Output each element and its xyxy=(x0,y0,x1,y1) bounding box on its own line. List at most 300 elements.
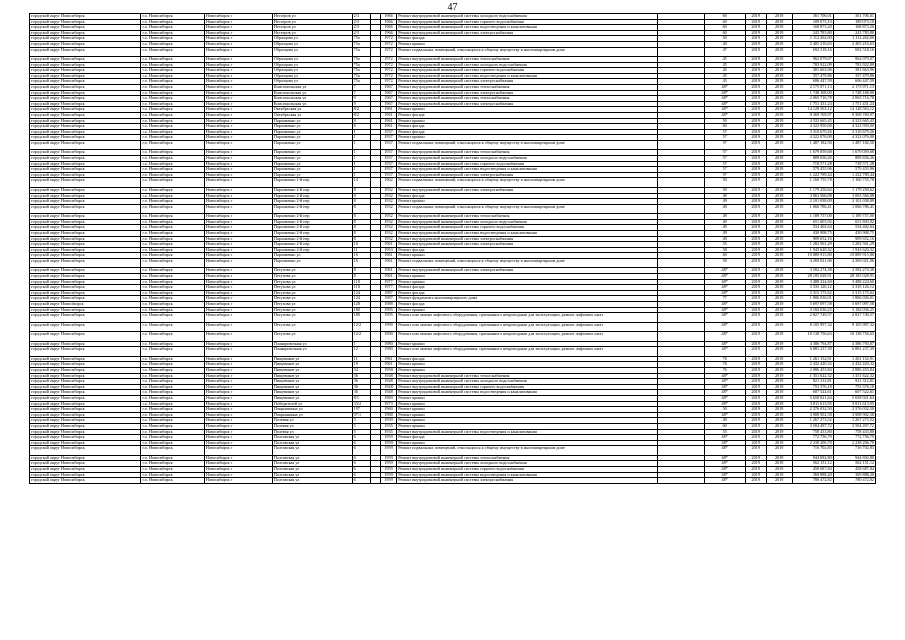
wear-cell: 48* xyxy=(704,347,745,357)
total-cost-cell: 458 687,84 xyxy=(833,467,875,473)
cost-cell: 909 652,16 xyxy=(792,236,833,242)
cost-cell: 8 105 997,32 xyxy=(792,322,833,332)
end-year-cell: 2019 xyxy=(766,135,792,141)
house-cell: 1 xyxy=(352,167,371,173)
start-year-cell: 2019 xyxy=(745,274,766,280)
district-cell: городской округ Новосибирск xyxy=(30,101,141,107)
district-cell: городской округ Новосибирск xyxy=(30,322,141,332)
year-built-cell: 1959 xyxy=(380,446,396,456)
street-cell: Пищевиков ул xyxy=(272,373,352,379)
total-cost-cell: 1 189 757,00 xyxy=(833,214,875,220)
work-type-cell: Ремонт внутридомовой инженерной системы горячего водоснабжения xyxy=(397,225,657,231)
start-year-cell: 2019 xyxy=(745,161,766,167)
year-built-cell: 1959 xyxy=(380,478,396,484)
end-year-cell: 2019 xyxy=(766,219,792,225)
city-cell: г.о. Новосибирск xyxy=(141,68,204,74)
year-built-cell: 1995 xyxy=(380,307,396,313)
total-cost-cell: 2 405 216,63 xyxy=(833,41,875,47)
work-type-cell: Ремонт внутридомовой инженерной системы холодного водоснабжения xyxy=(397,219,657,225)
wear-cell: 49 xyxy=(704,219,745,225)
district-cell: городской округ Новосибирск xyxy=(30,467,141,473)
start-year-cell: 2019 xyxy=(745,435,766,441)
settlement-cell: Новосибирск г xyxy=(204,199,272,205)
settlement-cell: Новосибирск г xyxy=(204,96,272,102)
start-year-cell: 2019 xyxy=(745,30,766,36)
wear-cell: 48* xyxy=(704,373,745,379)
street-cell: Октябрьская ул xyxy=(272,113,352,119)
wear-cell: 48* xyxy=(704,440,745,446)
cost-cell: 562 151,12 xyxy=(792,461,833,467)
end-year-cell: 2019 xyxy=(766,279,792,285)
street-cell: Пархоменко 2-й пер xyxy=(272,214,352,220)
city-cell: г.о. Новосибирск xyxy=(141,219,204,225)
start-year-cell: 2019 xyxy=(745,231,766,237)
settlement-cell: Новосибирск г xyxy=(204,36,272,42)
house-cell: 8 xyxy=(352,219,371,225)
year-built-cell: 1948 xyxy=(380,384,396,390)
street-cell: Комсомольская ул xyxy=(272,101,352,107)
work-type-cell: Ремонт фасада xyxy=(397,302,657,308)
street-cell: Пархоменко 2-й пер xyxy=(272,219,352,225)
total-cost-cell: 3 335 126,12 xyxy=(833,285,875,291)
wear-cell: 49 xyxy=(704,193,745,199)
house-cell: 180 xyxy=(352,307,371,313)
cost-cell: 28 185 028,91 xyxy=(792,274,833,280)
city-cell: г.о. Новосибирск xyxy=(141,118,204,124)
start-year-cell: 2019 xyxy=(745,395,766,401)
year-built-cell: 1959 xyxy=(380,440,396,446)
year-built-cell: 1961 xyxy=(380,124,396,130)
total-cost-cell: 19 889 915,80 xyxy=(833,253,875,259)
cost-cell: 3 908 902,58 xyxy=(792,412,833,418)
wear-cell: 40 xyxy=(704,41,745,47)
total-cost-cell: 716 702,83 xyxy=(833,446,875,456)
end-year-cell: 2019 xyxy=(766,290,792,296)
house-cell: 2/3 xyxy=(352,14,371,20)
settlement-cell: Новосибирск г xyxy=(204,467,272,473)
total-cost-cell: 8 105 997,32 xyxy=(833,322,875,332)
cost-cell: 4 322 950,00 xyxy=(792,124,833,130)
city-cell: г.о. Новосибирск xyxy=(141,129,204,135)
street-cell: Пархоменко ул xyxy=(272,150,352,156)
wear-cell: 58 xyxy=(704,258,745,268)
house-cell: 2/3 xyxy=(352,30,371,36)
start-year-cell: 2019 xyxy=(745,193,766,199)
start-year-cell: 2019 xyxy=(745,307,766,313)
wear-cell: 48* xyxy=(704,107,745,113)
settlement-cell: Новосибирск г xyxy=(204,247,272,253)
city-cell: г.о. Новосибирск xyxy=(141,242,204,248)
start-year-cell: 2019 xyxy=(745,25,766,31)
start-year-cell: 2019 xyxy=(745,156,766,162)
year-built-cell: 1932 xyxy=(380,231,396,237)
house-cell: 1 xyxy=(352,172,371,178)
start-year-cell: 2019 xyxy=(745,167,766,173)
start-year-cell: 2019 xyxy=(745,384,766,390)
district-cell: городской округ Новосибирск xyxy=(30,296,141,302)
cost-cell: 2 376 032,50 xyxy=(792,407,833,413)
district-cell: городской округ Новосибирск xyxy=(30,356,141,362)
city-cell: г.о. Новосибирск xyxy=(141,41,204,47)
wear-cell: 49 xyxy=(704,214,745,220)
total-cost-cell: 1 282 561,29 xyxy=(833,242,875,248)
street-cell: Образцова ул xyxy=(272,47,352,57)
street-cell: Пархоменко 2-й пер xyxy=(272,204,352,214)
district-cell: городской округ Новосибирск xyxy=(30,178,141,188)
house-cell: 8 xyxy=(352,187,371,193)
wear-cell: 50 xyxy=(704,187,745,193)
city-cell: г.о. Новосибирск xyxy=(141,156,204,162)
city-cell: г.о. Новосибирск xyxy=(141,150,204,156)
year-built-cell: 1948 xyxy=(380,390,396,396)
year-built-cell: 1932 xyxy=(380,193,396,199)
work-type-cell: Ремонт внутридомовой инженерной системы водоотведения и канализования xyxy=(397,472,657,478)
end-year-cell: 2019 xyxy=(766,429,792,435)
street-cell: Комсомольская ул xyxy=(272,96,352,102)
house-cell: 8 xyxy=(352,274,371,280)
cost-cell: 4 269 021,06 xyxy=(792,258,833,268)
street-cell: Полтавская ул xyxy=(272,467,352,473)
end-year-cell: 2019 xyxy=(766,118,792,124)
city-cell: г.о. Новосибирск xyxy=(141,472,204,478)
work-type-cell: Ремонт крыши xyxy=(397,395,657,401)
year-built-cell: 1966 xyxy=(380,25,396,31)
house-cell: 1 xyxy=(352,161,371,167)
start-year-cell: 2019 xyxy=(745,204,766,214)
total-cost-cell: 753 376,18 xyxy=(833,384,875,390)
settlement-cell: Новосибирск г xyxy=(204,268,272,274)
end-year-cell: 2019 xyxy=(766,418,792,424)
year-built-cell: 1961 xyxy=(380,274,396,280)
cost-cell: 2 086 453,84 xyxy=(792,368,833,374)
settlement-cell: Новосибирск г xyxy=(204,135,272,141)
end-year-cell: 2019 xyxy=(766,113,792,119)
year-built-cell: 1988 xyxy=(380,412,396,418)
work-type-cell: Ремонт внутридомовой инженерной системы электроснабжения xyxy=(397,172,657,178)
work-type-cell: Ремонт или замена лифтового оборудования, признанного непригодным для эксплуатации, ремонт лифтовых шахт xyxy=(397,347,657,357)
start-year-cell: 2019 xyxy=(745,296,766,302)
year-built-cell: 1932 xyxy=(380,219,396,225)
start-year-cell: 2019 xyxy=(745,247,766,253)
start-year-cell: 2019 xyxy=(745,62,766,68)
wear-cell: 47 xyxy=(704,47,745,57)
street-cell: Полтавская ул xyxy=(272,440,352,446)
end-year-cell: 2019 xyxy=(766,236,792,242)
cost-cell: 3 315 175,62 xyxy=(792,290,833,296)
work-type-cell: Ремонт внутридомовой инженерной системы электроснабжения xyxy=(397,187,657,193)
year-built-cell: 1935 xyxy=(380,429,396,435)
house-cell: 75а xyxy=(352,79,371,85)
house-cell: 124 xyxy=(352,296,371,302)
year-built-cell: 1972 xyxy=(380,36,396,42)
cost-cell: 1 943 620,32 xyxy=(792,247,833,253)
work-type-cell: Ремонт внутридомовой инженерной системы водоотведения и канализования xyxy=(397,73,657,79)
city-cell: г.о. Новосибирск xyxy=(141,401,204,407)
settlement-cell: Новосибирск г xyxy=(204,172,272,178)
year-built-cell: 1958 xyxy=(380,368,396,374)
settlement-cell: Новосибирск г xyxy=(204,322,272,332)
settlement-cell: Новосибирск г xyxy=(204,455,272,461)
work-type-cell: Ремонт или замена лифтового оборудования, признанного непригодным для эксплуатации, ремонт лифтовых шахт xyxy=(397,332,657,342)
district-cell: городской округ Новосибирск xyxy=(30,187,141,193)
street-cell: Полевая ул xyxy=(272,423,352,429)
wear-cell: 76 xyxy=(704,356,745,362)
note-cell xyxy=(657,140,704,150)
total-cost-cell: 1 267 273,52 xyxy=(833,418,875,424)
year-built-cell: 1959 xyxy=(380,467,396,473)
settlement-cell: Новосибирск г xyxy=(204,478,272,484)
start-year-cell: 2019 xyxy=(745,214,766,220)
district-cell: городской округ Новосибирск xyxy=(30,236,141,242)
total-cost-cell: 361 706,01 xyxy=(833,14,875,20)
city-cell: г.о. Новосибирск xyxy=(141,440,204,446)
wear-cell: 48* xyxy=(704,85,745,91)
settlement-cell: Новосибирск г xyxy=(204,307,272,313)
total-cost-cell: 4 386 794,87 xyxy=(833,341,875,347)
end-year-cell: 2019 xyxy=(766,150,792,156)
total-cost-cell: 889 656,26 xyxy=(833,156,875,162)
start-year-cell: 2019 xyxy=(745,236,766,242)
wear-cell: 49 xyxy=(704,236,745,242)
city-cell: г.о. Новосибирск xyxy=(141,390,204,396)
end-year-cell: 2019 xyxy=(766,107,792,113)
year-built-cell: 1961 xyxy=(380,268,396,274)
wear-cell: 48* xyxy=(704,113,745,119)
year-built-cell: 1972 xyxy=(380,41,396,47)
city-cell: г.о. Новосибирск xyxy=(141,199,204,205)
district-cell: городской округ Новосибирск xyxy=(30,161,141,167)
street-cell: Пархоменко 2-й пер xyxy=(272,193,352,199)
year-built-cell: 1987 xyxy=(380,290,396,296)
table-row xyxy=(30,446,876,456)
year-built-cell: 1961 xyxy=(380,113,396,119)
city-cell: г.о. Новосибирск xyxy=(141,36,204,42)
year-built-cell: 1961 xyxy=(380,242,396,248)
settlement-cell: Новосибирск г xyxy=(204,418,272,424)
table-row xyxy=(30,47,876,57)
repair-registry-table xyxy=(29,13,876,484)
street-cell: Пархоменко ул xyxy=(272,161,352,167)
start-year-cell: 2019 xyxy=(745,129,766,135)
wear-cell: 48* xyxy=(704,478,745,484)
wear-cell: 55 xyxy=(704,242,745,248)
wear-cell: 76 xyxy=(704,362,745,368)
work-type-cell: Ремонт крыши xyxy=(397,401,657,407)
settlement-cell: Новосибирск г xyxy=(204,379,272,385)
cost-cell: 944 692,80 xyxy=(792,455,833,461)
settlement-cell: Новосибирск г xyxy=(204,193,272,199)
district-cell: городской округ Новосибирск xyxy=(30,172,141,178)
city-cell: г.о. Новосибирск xyxy=(141,90,204,96)
wear-cell: 48* xyxy=(704,412,745,418)
settlement-cell: Новосибирск г xyxy=(204,156,272,162)
year-built-cell: 1962 xyxy=(380,178,396,188)
city-cell: г.о. Новосибирск xyxy=(141,231,204,237)
settlement-cell: Новосибирск г xyxy=(204,73,272,79)
street-cell: Нестеров ул xyxy=(272,14,352,20)
building-cell xyxy=(371,140,380,150)
work-type-cell: Ремонт внутридомовой инженерной системы горячего водоснабжения xyxy=(397,384,657,390)
settlement-cell: Новосибирск г xyxy=(204,279,272,285)
work-type-cell: Ремонт внутридомовой инженерной системы электроснабжения xyxy=(397,30,657,36)
city-cell: г.о. Новосибирск xyxy=(141,435,204,441)
work-type-cell: Ремонт подвальных помещений, относящихся к общему имуществу в многоквартирном доме xyxy=(397,446,657,456)
note-cell xyxy=(657,478,704,484)
total-cost-cell: 2 175 971,13 xyxy=(833,85,875,91)
start-year-cell: 2019 xyxy=(745,219,766,225)
street-cell: Полевая ул xyxy=(272,429,352,435)
work-type-cell: Ремонт внутридомовой инженерной системы горячего водоснабжения xyxy=(397,467,657,473)
end-year-cell: 2019 xyxy=(766,478,792,484)
city-cell: г.о. Новосибирск xyxy=(141,258,204,268)
year-built-cell: 1972 xyxy=(380,47,396,57)
start-year-cell: 2019 xyxy=(745,279,766,285)
cost-cell: 189 073,10 xyxy=(792,19,833,25)
settlement-cell: Новосибирск г xyxy=(204,347,272,357)
work-type-cell: Ремонт фасада xyxy=(397,247,657,253)
cost-cell: 534 402,64 xyxy=(792,225,833,231)
year-built-cell: 1959 xyxy=(380,435,396,441)
cost-cell: 1 261 152,91 xyxy=(792,356,833,362)
year-built-cell: 1967 xyxy=(380,85,396,91)
district-cell: городской округ Новосибирск xyxy=(30,36,141,42)
street-cell: Пархоменко ул xyxy=(272,129,352,135)
cost-cell: 19 889 915,80 xyxy=(792,253,833,259)
total-cost-cell: 1 112 262,00 xyxy=(833,36,875,42)
house-cell: 8 xyxy=(352,268,371,274)
house-cell: 3 xyxy=(352,418,371,424)
cost-cell: 1 748 168,00 xyxy=(792,90,833,96)
city-cell: г.о. Новосибирск xyxy=(141,140,204,150)
city-cell: г.о. Новосибирск xyxy=(141,47,204,57)
house-cell: 12 xyxy=(352,347,371,357)
district-cell: городской округ Новосибирск xyxy=(30,156,141,162)
total-cost-cell: 3 582 274,38 xyxy=(833,268,875,274)
cost-cell: 716 702,83 xyxy=(792,446,833,456)
total-cost-cell: 3 182 036,25 xyxy=(833,307,875,313)
total-cost-cell: 962 079,07 xyxy=(833,57,875,63)
work-type-cell: Ремонт или замена лифтового оборудования, признанного непригодным для эксплуатации, ремонт лифтовых шахт xyxy=(397,322,657,332)
year-built-cell: 1967 xyxy=(380,96,396,102)
district-cell: городской округ Новосибирск xyxy=(30,435,141,441)
start-year-cell: 2019 xyxy=(745,36,766,42)
street-cell: Петухова ул xyxy=(272,332,352,342)
district-cell: городской округ Новосибирск xyxy=(30,193,141,199)
year-built-cell: 1932 xyxy=(380,214,396,220)
end-year-cell: 2019 xyxy=(766,285,792,291)
cost-cell: 4 322 076,00 xyxy=(792,135,833,141)
city-cell: г.о. Новосибирск xyxy=(141,268,204,274)
cost-cell: 1 679 059,68 xyxy=(792,150,833,156)
wear-cell: 60 xyxy=(704,19,745,25)
building-cell xyxy=(371,347,380,357)
cost-cell: 5 658 021,64 xyxy=(792,395,833,401)
year-built-cell: 1967 xyxy=(380,90,396,96)
work-type-cell: Ремонт крыши xyxy=(397,199,657,205)
end-year-cell: 2019 xyxy=(766,85,792,91)
year-built-cell: 1969 xyxy=(380,395,396,401)
start-year-cell: 2019 xyxy=(745,253,766,259)
end-year-cell: 2019 xyxy=(766,167,792,173)
house-cell: 16 xyxy=(352,253,371,259)
city-cell: г.о. Новосибирск xyxy=(141,446,204,456)
city-cell: г.о. Новосибирск xyxy=(141,96,204,102)
wear-cell: 60 xyxy=(704,124,745,130)
year-built-cell: 1972 xyxy=(380,68,396,74)
work-type-cell: Ремонт подвальных помещений, относящихся к общему имуществу в многоквартирном доме xyxy=(397,140,657,150)
end-year-cell: 2019 xyxy=(766,347,792,357)
start-year-cell: 2019 xyxy=(745,446,766,456)
cost-cell: 1 751 431,24 xyxy=(792,101,833,107)
building-cell xyxy=(371,258,380,268)
wear-cell: 48* xyxy=(704,472,745,478)
start-year-cell: 2019 xyxy=(745,57,766,63)
end-year-cell: 2019 xyxy=(766,446,792,456)
year-built-cell: 1972 xyxy=(380,57,396,63)
building-cell xyxy=(371,478,380,484)
wear-cell: 60 xyxy=(704,30,745,36)
total-cost-cell: 1 179 250,62 xyxy=(833,187,875,193)
year-built-cell: 1937 xyxy=(380,135,396,141)
city-cell: г.о. Новосибирск xyxy=(141,455,204,461)
total-cost-cell: 381 663,96 xyxy=(833,68,875,74)
end-year-cell: 2019 xyxy=(766,96,792,102)
work-type-cell: Ремонт фасада xyxy=(397,193,657,199)
street-cell: Полтавская ул xyxy=(272,446,352,456)
wear-cell: 48* xyxy=(704,302,745,308)
start-year-cell: 2019 xyxy=(745,85,766,91)
wear-cell: 49 xyxy=(704,199,745,205)
street-cell: Петухова ул xyxy=(272,296,352,302)
note-cell xyxy=(657,47,704,57)
cost-cell: 430 908,75 xyxy=(792,231,833,237)
start-year-cell: 2019 xyxy=(745,140,766,150)
house-cell: 34 xyxy=(352,368,371,374)
end-year-cell: 2019 xyxy=(766,36,792,42)
city-cell: г.о. Новосибирск xyxy=(141,285,204,291)
settlement-cell: Новосибирск г xyxy=(204,258,272,268)
cost-cell: 357 479,86 xyxy=(792,73,833,79)
wear-cell: 48* xyxy=(704,435,745,441)
work-type-cell: Ремонт внутридомовой инженерной системы электроснабжения xyxy=(397,242,657,248)
district-cell: городской округ Новосибирск xyxy=(30,341,141,347)
building-cell xyxy=(371,313,380,323)
street-cell: Пархоменко 1-й пер xyxy=(272,178,352,188)
house-cell: 6 xyxy=(352,435,371,441)
wear-cell: 48* xyxy=(704,90,745,96)
work-type-cell: Ремонт внутридомовой инженерной системы теплоснабжения xyxy=(397,85,657,91)
total-cost-cell: 4 322 076,00 xyxy=(833,135,875,141)
year-built-cell: 1937 xyxy=(380,150,396,156)
district-cell: городской округ Новосибирск xyxy=(30,274,141,280)
end-year-cell: 2019 xyxy=(766,455,792,461)
total-cost-cell: 3 063 566,08 xyxy=(833,193,875,199)
district-cell: городской округ Новосибирск xyxy=(30,478,141,484)
district-cell: городской округ Новосибирск xyxy=(30,73,141,79)
start-year-cell: 2019 xyxy=(745,96,766,102)
end-year-cell: 2019 xyxy=(766,395,792,401)
settlement-cell: Новосибирск г xyxy=(204,167,272,173)
settlement-cell: Новосибирск г xyxy=(204,285,272,291)
total-cost-cell: 2 065 716,78 xyxy=(833,96,875,102)
end-year-cell: 2019 xyxy=(766,19,792,25)
settlement-cell: Новосибирск г xyxy=(204,68,272,74)
year-built-cell: 1980 xyxy=(380,347,396,357)
end-year-cell: 2019 xyxy=(766,322,792,332)
start-year-cell: 2019 xyxy=(745,19,766,25)
cost-cell: 1 282 561,29 xyxy=(792,242,833,248)
total-cost-cell: 430 908,75 xyxy=(833,231,875,237)
